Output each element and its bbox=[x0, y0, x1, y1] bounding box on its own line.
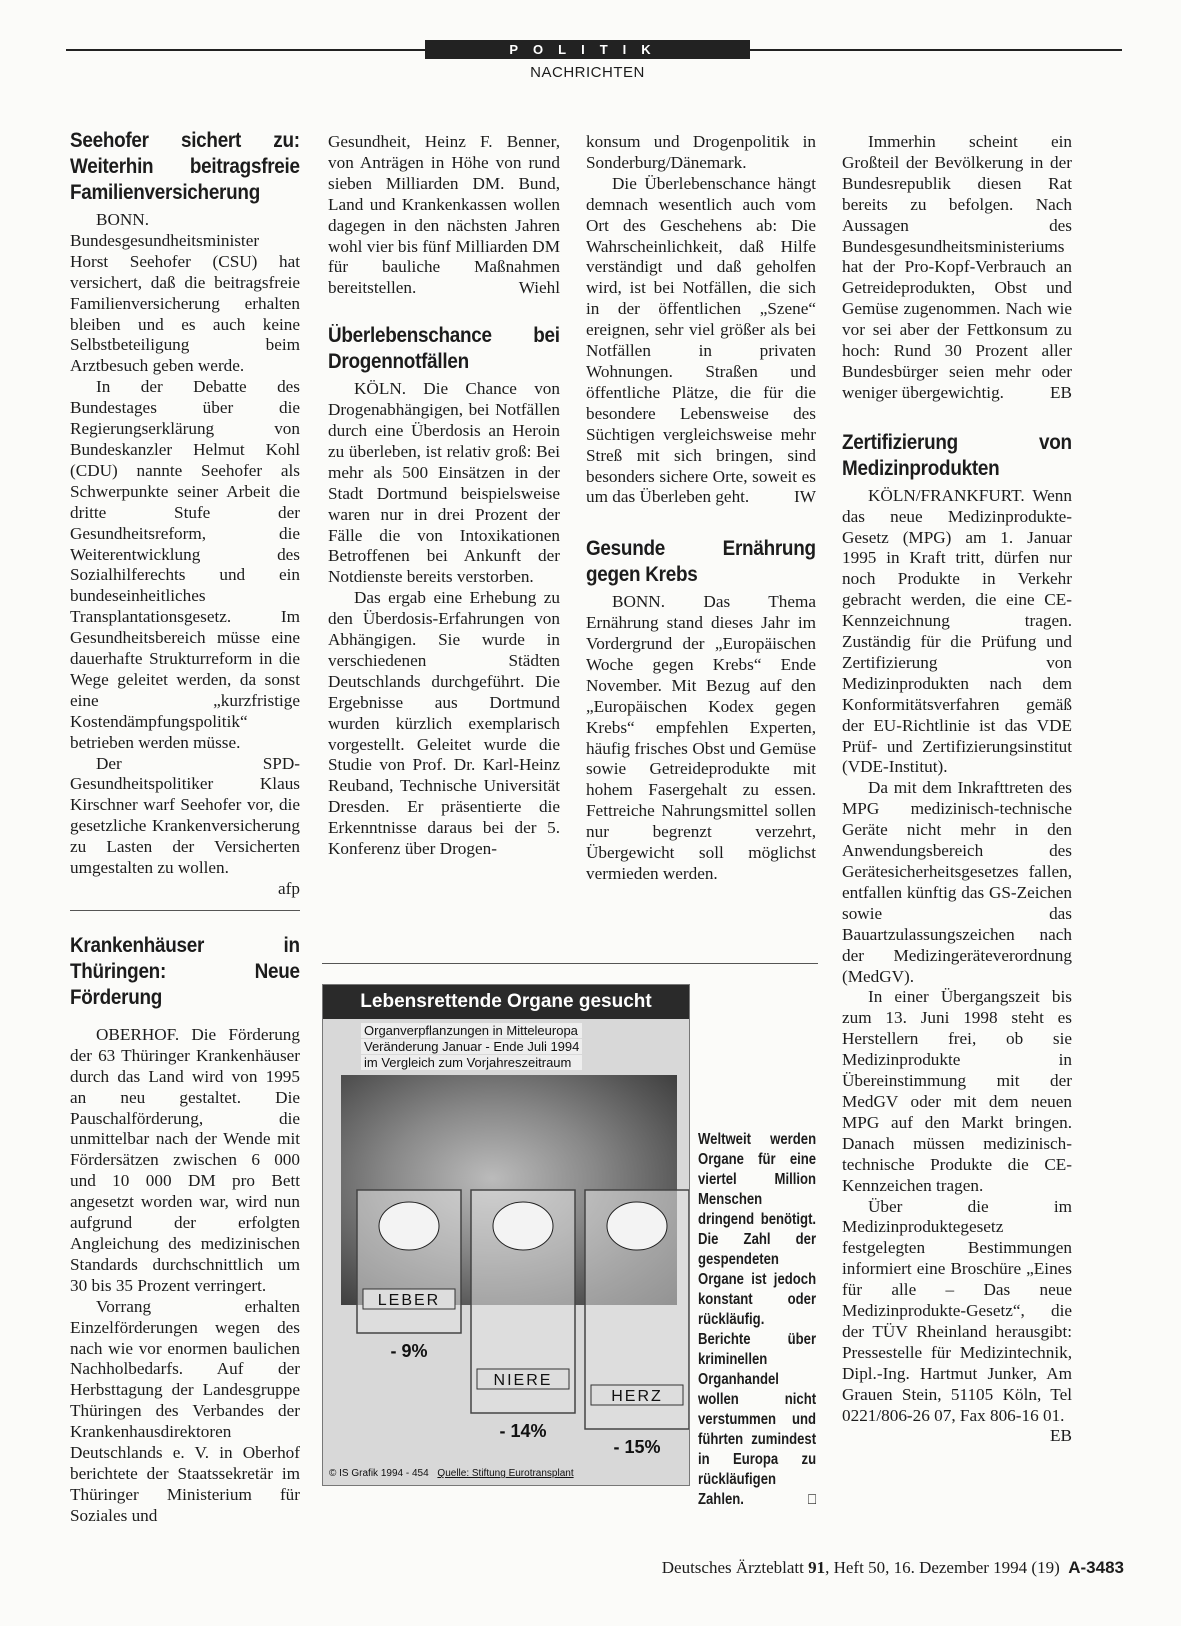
end-mark: □ bbox=[808, 1491, 817, 1508]
paragraph: Gesundheit, Heinz F. Benner, von Anträgen in Höhe von rund sieben Milliarden DM. Bund, Land und Krankenkassen wollen dagegen in den nächsten Jahren wohl vier bis fünf Milliarden DM für bauliche Maßnahmen bereitstellen. bbox=[328, 132, 560, 298]
article-title: Überlebenschance bei Drogennotfällen bbox=[328, 324, 560, 374]
value-label: - 9% bbox=[390, 1341, 428, 1361]
category-label: HERZ bbox=[611, 1388, 663, 1405]
page-number: A-3483 bbox=[1068, 1558, 1124, 1577]
paragraph: Da mit dem Inkrafttreten des MPG medizinisch-technische Geräte nicht mehr in den Anwendungsbereich des Gerätesicherheitsgesetzes fallen, entfallen künftig das GS-Zeichen sowie das Bauartzulassungszeichen nach der Medizingeräteverordnung (MedGV). bbox=[842, 778, 1072, 986]
journal-issue: , Heft 50, 16. Dezember 1994 (19) bbox=[825, 1558, 1060, 1577]
article-signature: IW bbox=[794, 487, 816, 507]
journal-name: Deutsches Ärzteblatt bbox=[661, 1558, 804, 1577]
graphic-credit: © IS Grafik 1994 - 454 bbox=[329, 1468, 429, 1479]
graphic-source: Quelle: Stiftung Eurotransplant bbox=[437, 1468, 574, 1479]
graphic-title: Lebensrettende Organe gesucht bbox=[323, 985, 689, 1019]
paragraph: Über die im Medizinproduktegesetz festgelegten Bestimmungen informiert eine Broschüre „Eines für alle – Das neue Medizinprodukte-Gesetz“, die der TÜV Rheinland herausgibt: Pressestelle für Medizintechnik, Dipl.-Ing. Hartmut Junker, Am Grauen Stein, 51105 Köln, Tel 0221/806-26 07, Fax 806-16 01. bbox=[842, 1196, 1072, 1425]
category-label: NIERE bbox=[493, 1372, 553, 1389]
article-title: Seehofer sichert zu: Weiterhin beitragsfreie Familienversicherung bbox=[70, 129, 300, 204]
category-label: LEBER bbox=[377, 1292, 441, 1309]
paragraph: KÖLN/FRANKFURT. Wenn das neue Medizinprodukte-Gesetz (MPG) am 1. Januar 1995 in Kraft tritt, dürfen nur noch Produkte in Verkehr gebracht werden, die eine CE-Kennzeichnung tragen. Zuständig für die Prüfung und Zertifizierung von Medizinprodukten nach dem Konformitätsverfahren gemäß der EU-Richtlinie ist das VDE Prüf- und Zertifizierungsinstitut (VDE-Institut). bbox=[842, 485, 1072, 777]
article-signature: EB bbox=[1050, 1426, 1072, 1446]
paragraph: In der Debatte des Bundestages über die Regierungserklärung von Bundeskanzler Helmut Kohl (CDU) nannte Seehofer als Schwerpunkte seiner Arbeit die dritte Stufe der Gesundheitsreform, die Weiterentwicklung des Sozialhilferechts und ein bundeseinheitliches Transplantationsgesetz. Im Gesundheitsbereich müsse eine dauerhafte Strukturreform in die Wege geleitet werden, da sonst eine „kurzfristige Kostendämpfungspolitik“ betrieben werden müsse. bbox=[70, 377, 300, 752]
column-4 bbox=[842, 132, 1072, 1447]
caption-text: Weltweit werden Organe für eine viertel Million Menschen dringend benötigt. Die Zahl der gespendeten Organe ist jedoch konstant oder rückläufig. Berichte über kriminellen Organhandel wollen nicht verstummen und führten zumindest in Europa zu rückläufigen Zahlen. bbox=[698, 1131, 817, 1508]
paragraph: BONN. Das Thema Ernährung stand dieses Jahr im Vordergrund der „Europäischen Woche gegen Krebs“ Ende November. Mit Bezug auf den „Europäischen Kodex gegen Krebs“ empfehlen Experten, häufig frisches Obst und Gemüse sowie Getreideprodukte mit hohem Fasergehalt zu essen. Fettreiche Nahrungsmittel sollen nur begrenzt verzehrt, Übergewicht soll möglichst vermieden werden. bbox=[586, 592, 816, 883]
article-body bbox=[70, 210, 300, 879]
organ-icon-niere bbox=[493, 1202, 553, 1250]
paragraph: Das ergab eine Erhebung zu den Überdosis-Erfahrungen von Abhängigen. Sie wurde in verschiedenen Städten Deutschlands durchgeführt. Die Ergebnisse aus Dortmund wurden kürzlich exemplarisch vorgestellt. Geleitet wurde die Studie von Prof. Dr. Karl-Heinz Reuband, Technische Universität Dresden. Er präsentierte die Erkenntnisse daraus bei der 5. Konferenz über Drogen- bbox=[328, 588, 560, 859]
divider bbox=[70, 910, 300, 911]
subsection-label: NACHRICHTEN bbox=[530, 64, 645, 81]
column-3 bbox=[586, 132, 816, 885]
article-signature: EB bbox=[1050, 382, 1072, 402]
paragraph: Vorrang erhalten Einzelförderungen wegen des nach wie vor enormen baulichen Nachholbedarfs. Auf der Herbsttagung der Landesgruppe Thüringen des Verbandes der Krankenhausdirektoren Deutschlands e. V. in Oberhof berichtete der Staatssekretär im Thüringer Ministerium für Soziales und bbox=[70, 1296, 300, 1525]
section-label: POLITIK bbox=[425, 40, 750, 59]
article-title: Zertifizierung von Medizinprodukten bbox=[842, 430, 1072, 480]
paragraph: OBERHOF. Die Förderung der 63 Thüringer Krankenhäuser durch das Land wird von 1995 an neu gestaltet. Die Pauschalförderung, die unmittelbar nach der Wende mit Fördersätzen zwischen 6 000 und 10 000 DM pro Bett angesetzt worden war, wird nun aufgrund der erfolgten Angleichung des medizinischen Standards durchschnittlich um 30 bis 35 Prozent verringert. bbox=[70, 1024, 300, 1295]
subtitle-line: Veränderung Januar - Ende Juli 1994 bbox=[361, 1039, 582, 1054]
graphic-footer bbox=[323, 1463, 690, 1485]
paragraph: In einer Übergangszeit bis zum 13. Juni 1998 steht es Herstellern frei, ob sie Medizinprodukte in Übereinstimmung mit der MedGV oder mit dem neuen MPG auf den Markt bringen. Danach müssen medizinisch-technische Produkte die CE-Kennzeichen tragen. bbox=[842, 987, 1072, 1195]
paragraph: Der SPD-Gesundheitspolitiker Klaus Kirschner warf Seehofer vor, die gesetzliche Krankenversicherung zu Lasten der Versicherten umgestalten zu wollen. bbox=[70, 753, 300, 878]
value-label: - 15% bbox=[613, 1437, 661, 1457]
organ-icon-herz bbox=[607, 1202, 667, 1250]
graphic-caption bbox=[698, 1130, 816, 1510]
organ-icon-leber bbox=[379, 1202, 439, 1250]
paragraph: KÖLN. Die Chance von Drogenabhängigen, bei Notfällen durch eine Überdosis an Heroin zu überleben, ist relativ groß: Bei mehr als 500 Einsätzen in der Stadt Dortmund beispielsweise waren nur in drei Prozent der Fälle die von Intoxikationen Betroffenen bei Ankunft der Notdienste bereits verstorben. bbox=[328, 379, 560, 587]
value-label: - 14% bbox=[499, 1421, 547, 1441]
column-2 bbox=[328, 132, 560, 860]
column-1 bbox=[70, 128, 300, 1527]
infographic bbox=[322, 984, 690, 1486]
paragraph: konsum und Drogenpolitik in Sonderburg/Dänemark. bbox=[586, 132, 816, 172]
article-body bbox=[70, 1025, 300, 1527]
article-title: Gesunde Ernährung gegen Krebs bbox=[586, 537, 816, 587]
article-signature: afp bbox=[278, 879, 300, 898]
page-footer bbox=[0, 1558, 1124, 1578]
article-title: Krankenhäuser in Thüringen: Neue Förderung bbox=[70, 933, 300, 1009]
paragraph: BONN. Bundesgesundheitsminister Horst Seehofer (CSU) hat versichert, daß die beitragsfreie Familienversicherung erhalten bleiben und es auch keine Selbstbeteiligung beim Arztbesuch geben werde. bbox=[70, 210, 300, 376]
organ-bar-chart bbox=[323, 985, 689, 1485]
journal-volume: 91 bbox=[808, 1558, 826, 1577]
paragraph: Die Überlebenschance hängt demnach wesentlich auch vom Ort des Geschehens ab: Die Wahrscheinlichkeit, daß Hilfe verständigt und daß geholfen wird, ist bei Notfällen, die sich in der öffentlichen „Szene“ ereignen, sehr viel größer als bei Notfällen in privaten Wohnungen. Straßen und öffentliche Plätze, die für die besondere Lebensweise des Süchtigen vergleichsweise mehr Streß mit sich bringen, sind besonders sichere Orte, soweit es um das Überleben geht. bbox=[586, 173, 816, 507]
paragraph: Immerhin scheint ein Großteil der Bevölkerung in der Bundesrepublik diesen Rat bereits zu befolgen. Nach Aussagen des Bundesgesundheitsministeriums hat der Pro-Kopf-Verbrauch an Getreideprodukten, Obst und Gemüse zugenommen. Nach wie vor sei aber der Fettkonsum zu hoch: Rund 30 Prozent aller Bundesbürger seien mehr oder weniger übergewichtig. bbox=[842, 132, 1072, 402]
subtitle-line: im Vergleich zum Vorjahreszeitraum bbox=[361, 1055, 582, 1070]
subtitle-line: Organverpflanzungen in Mitteleuropa bbox=[361, 1023, 582, 1038]
graphic-top-rule bbox=[322, 963, 818, 964]
article-signature: Wiehl bbox=[518, 278, 560, 298]
